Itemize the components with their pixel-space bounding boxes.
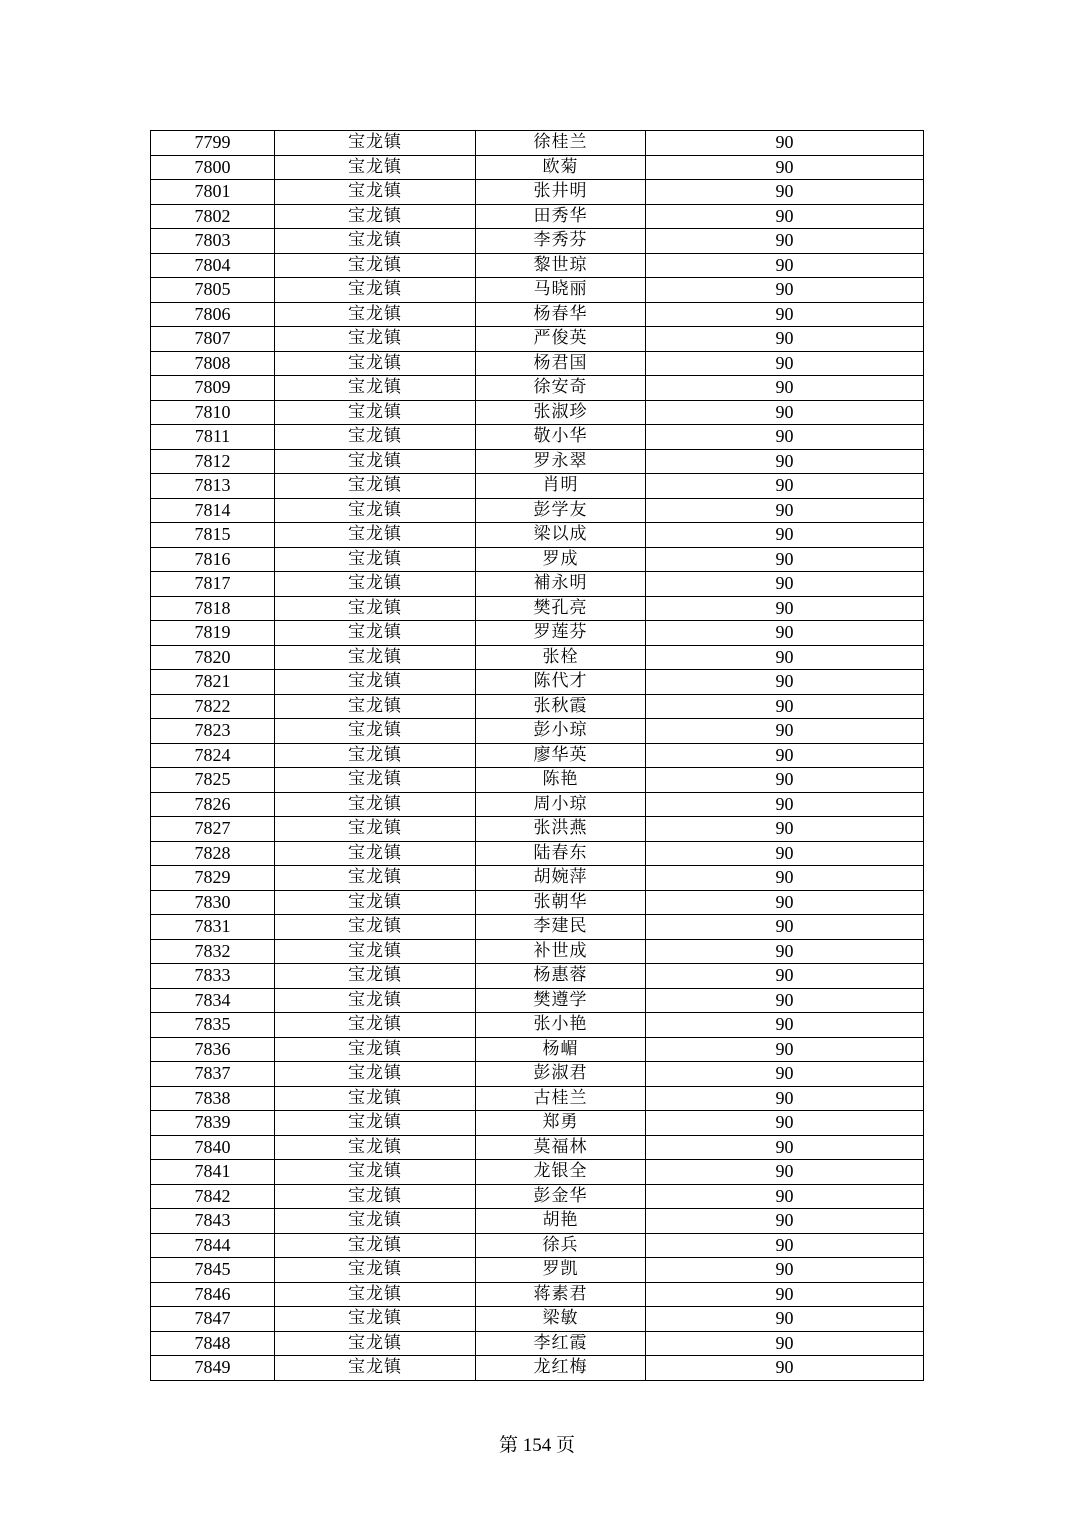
- row-number-cell: 7841: [151, 1160, 275, 1185]
- score-cell: 90: [646, 376, 924, 401]
- table-row: [151, 1135, 924, 1160]
- row-number-cell: 7818: [151, 596, 275, 621]
- name-cell: 彭小琼: [476, 719, 646, 744]
- table-row: [151, 204, 924, 229]
- table-row: [151, 768, 924, 793]
- row-number-cell: 7842: [151, 1184, 275, 1209]
- name-cell: 補永明: [476, 572, 646, 597]
- town-cell: 宝龙镇: [275, 1307, 476, 1332]
- score-cell: 90: [646, 523, 924, 548]
- score-cell: 90: [646, 547, 924, 572]
- name-cell: 胡婉萍: [476, 866, 646, 891]
- table-row: [151, 645, 924, 670]
- score-cell: 90: [646, 915, 924, 940]
- name-cell: 徐桂兰: [476, 131, 646, 156]
- table-row: [151, 1037, 924, 1062]
- table-row: [151, 229, 924, 254]
- score-cell: 90: [646, 1233, 924, 1258]
- town-cell: 宝龙镇: [275, 915, 476, 940]
- town-cell: 宝龙镇: [275, 670, 476, 695]
- row-number-cell: 7834: [151, 988, 275, 1013]
- town-cell: 宝龙镇: [275, 1356, 476, 1381]
- score-cell: 90: [646, 1258, 924, 1283]
- table-row: [151, 449, 924, 474]
- table-row: [151, 792, 924, 817]
- score-cell: 90: [646, 792, 924, 817]
- town-cell: 宝龙镇: [275, 743, 476, 768]
- row-number-cell: 7846: [151, 1282, 275, 1307]
- score-cell: 90: [646, 302, 924, 327]
- name-cell: 陈艳: [476, 768, 646, 793]
- score-cell: 90: [646, 817, 924, 842]
- score-cell: 90: [646, 1331, 924, 1356]
- town-cell: 宝龙镇: [275, 547, 476, 572]
- row-number-cell: 7814: [151, 498, 275, 523]
- town-cell: 宝龙镇: [275, 204, 476, 229]
- row-number-cell: 7813: [151, 474, 275, 499]
- score-cell: 90: [646, 1086, 924, 1111]
- score-cell: 90: [646, 278, 924, 303]
- table-row: [151, 1233, 924, 1258]
- town-cell: 宝龙镇: [275, 621, 476, 646]
- row-number-cell: 7804: [151, 253, 275, 278]
- table-row: [151, 1184, 924, 1209]
- table-row: [151, 302, 924, 327]
- score-cell: 90: [646, 180, 924, 205]
- score-cell: 90: [646, 719, 924, 744]
- town-cell: 宝龙镇: [275, 180, 476, 205]
- score-cell: 90: [646, 645, 924, 670]
- town-cell: 宝龙镇: [275, 1111, 476, 1136]
- name-cell: 李建民: [476, 915, 646, 940]
- town-cell: 宝龙镇: [275, 866, 476, 891]
- table-row: [151, 841, 924, 866]
- name-cell: 陆春东: [476, 841, 646, 866]
- score-cell: 90: [646, 572, 924, 597]
- row-number-cell: 7806: [151, 302, 275, 327]
- name-cell: 李秀芬: [476, 229, 646, 254]
- name-cell: 罗凯: [476, 1258, 646, 1283]
- score-cell: 90: [646, 1111, 924, 1136]
- name-cell: 杨嵋: [476, 1037, 646, 1062]
- score-cell: 90: [646, 988, 924, 1013]
- table-row: [151, 890, 924, 915]
- row-number-cell: 7828: [151, 841, 275, 866]
- name-cell: 龙银全: [476, 1160, 646, 1185]
- row-number-cell: 7848: [151, 1331, 275, 1356]
- town-cell: 宝龙镇: [275, 792, 476, 817]
- row-number-cell: 7823: [151, 719, 275, 744]
- score-cell: 90: [646, 449, 924, 474]
- town-cell: 宝龙镇: [275, 768, 476, 793]
- table-row: [151, 1307, 924, 1332]
- name-cell: 梁敏: [476, 1307, 646, 1332]
- table-row: [151, 694, 924, 719]
- name-cell: 严俊英: [476, 327, 646, 352]
- row-number-cell: 7835: [151, 1013, 275, 1038]
- row-number-cell: 7816: [151, 547, 275, 572]
- row-number-cell: 7840: [151, 1135, 275, 1160]
- row-number-cell: 7821: [151, 670, 275, 695]
- name-cell: 蒋素君: [476, 1282, 646, 1307]
- town-cell: 宝龙镇: [275, 474, 476, 499]
- row-number-cell: 7822: [151, 694, 275, 719]
- town-cell: 宝龙镇: [275, 1160, 476, 1185]
- name-cell: 李红霞: [476, 1331, 646, 1356]
- name-cell: 莫福林: [476, 1135, 646, 1160]
- name-cell: 徐安奇: [476, 376, 646, 401]
- table-row: [151, 547, 924, 572]
- name-cell: 徐兵: [476, 1233, 646, 1258]
- score-cell: 90: [646, 890, 924, 915]
- row-number-cell: 7833: [151, 964, 275, 989]
- town-cell: 宝龙镇: [275, 131, 476, 156]
- town-cell: 宝龙镇: [275, 376, 476, 401]
- table-row: [151, 1209, 924, 1234]
- table-row: [151, 670, 924, 695]
- name-cell: 黎世琼: [476, 253, 646, 278]
- score-cell: 90: [646, 621, 924, 646]
- name-cell: 龙红梅: [476, 1356, 646, 1381]
- town-cell: 宝龙镇: [275, 719, 476, 744]
- name-cell: 罗莲芬: [476, 621, 646, 646]
- name-cell: 张朝华: [476, 890, 646, 915]
- table-row: [151, 327, 924, 352]
- row-number-cell: 7839: [151, 1111, 275, 1136]
- town-cell: 宝龙镇: [275, 327, 476, 352]
- town-cell: 宝龙镇: [275, 1331, 476, 1356]
- table-row: [151, 1062, 924, 1087]
- town-cell: 宝龙镇: [275, 1184, 476, 1209]
- table-row: [151, 131, 924, 156]
- table-row: [151, 425, 924, 450]
- row-number-cell: 7812: [151, 449, 275, 474]
- score-cell: 90: [646, 694, 924, 719]
- row-number-cell: 7831: [151, 915, 275, 940]
- town-cell: 宝龙镇: [275, 351, 476, 376]
- town-cell: 宝龙镇: [275, 964, 476, 989]
- row-number-cell: 7801: [151, 180, 275, 205]
- score-cell: 90: [646, 1356, 924, 1381]
- row-number-cell: 7807: [151, 327, 275, 352]
- score-cell: 90: [646, 351, 924, 376]
- table-row: [151, 1111, 924, 1136]
- table-row: [151, 1282, 924, 1307]
- row-number-cell: 7844: [151, 1233, 275, 1258]
- table-row: [151, 1258, 924, 1283]
- table-row: [151, 400, 924, 425]
- name-cell: 郑勇: [476, 1111, 646, 1136]
- score-cell: 90: [646, 743, 924, 768]
- name-cell: 古桂兰: [476, 1086, 646, 1111]
- row-number-cell: 7827: [151, 817, 275, 842]
- row-number-cell: 7836: [151, 1037, 275, 1062]
- town-cell: 宝龙镇: [275, 229, 476, 254]
- town-cell: 宝龙镇: [275, 1233, 476, 1258]
- town-cell: 宝龙镇: [275, 1086, 476, 1111]
- score-cell: 90: [646, 768, 924, 793]
- name-cell: 廖华英: [476, 743, 646, 768]
- table-row: [151, 817, 924, 842]
- name-cell: 张井明: [476, 180, 646, 205]
- row-number-cell: 7838: [151, 1086, 275, 1111]
- row-number-cell: 7805: [151, 278, 275, 303]
- town-cell: 宝龙镇: [275, 572, 476, 597]
- score-cell: 90: [646, 155, 924, 180]
- town-cell: 宝龙镇: [275, 817, 476, 842]
- town-cell: 宝龙镇: [275, 400, 476, 425]
- town-cell: 宝龙镇: [275, 253, 476, 278]
- town-cell: 宝龙镇: [275, 1135, 476, 1160]
- name-cell: 周小琼: [476, 792, 646, 817]
- name-cell: 梁以成: [476, 523, 646, 548]
- name-cell: 张栓: [476, 645, 646, 670]
- name-cell: 欧菊: [476, 155, 646, 180]
- score-cell: 90: [646, 229, 924, 254]
- row-number-cell: 7832: [151, 939, 275, 964]
- town-cell: 宝龙镇: [275, 694, 476, 719]
- name-cell: 田秀华: [476, 204, 646, 229]
- row-number-cell: 7847: [151, 1307, 275, 1332]
- table-row: [151, 1331, 924, 1356]
- table-body: [151, 131, 924, 1381]
- name-cell: 罗成: [476, 547, 646, 572]
- row-number-cell: 7819: [151, 621, 275, 646]
- table-row: [151, 988, 924, 1013]
- row-number-cell: 7837: [151, 1062, 275, 1087]
- score-cell: 90: [646, 1184, 924, 1209]
- town-cell: 宝龙镇: [275, 278, 476, 303]
- name-cell: 张淑珍: [476, 400, 646, 425]
- town-cell: 宝龙镇: [275, 1037, 476, 1062]
- score-cell: 90: [646, 400, 924, 425]
- name-cell: 樊遵学: [476, 988, 646, 1013]
- name-cell: 杨惠蓉: [476, 964, 646, 989]
- row-number-cell: 7802: [151, 204, 275, 229]
- name-cell: 杨春华: [476, 302, 646, 327]
- town-cell: 宝龙镇: [275, 449, 476, 474]
- town-cell: 宝龙镇: [275, 1013, 476, 1038]
- row-number-cell: 7799: [151, 131, 275, 156]
- score-cell: 90: [646, 1135, 924, 1160]
- row-number-cell: 7803: [151, 229, 275, 254]
- town-cell: 宝龙镇: [275, 155, 476, 180]
- row-number-cell: 7811: [151, 425, 275, 450]
- row-number-cell: 7830: [151, 890, 275, 915]
- score-cell: 90: [646, 253, 924, 278]
- score-cell: 90: [646, 866, 924, 891]
- row-number-cell: 7808: [151, 351, 275, 376]
- score-cell: 90: [646, 1062, 924, 1087]
- table-row: [151, 498, 924, 523]
- table-row: [151, 1086, 924, 1111]
- row-number-cell: 7825: [151, 768, 275, 793]
- town-cell: 宝龙镇: [275, 523, 476, 548]
- score-cell: 90: [646, 1209, 924, 1234]
- name-cell: 樊孔亮: [476, 596, 646, 621]
- town-cell: 宝龙镇: [275, 596, 476, 621]
- town-cell: 宝龙镇: [275, 302, 476, 327]
- name-cell: 彭学友: [476, 498, 646, 523]
- page-number: 第 154 页: [498, 1435, 575, 1456]
- table-row: [151, 351, 924, 376]
- row-number-cell: 7829: [151, 866, 275, 891]
- name-cell: 敬小华: [476, 425, 646, 450]
- table-row: [151, 743, 924, 768]
- score-cell: 90: [646, 670, 924, 695]
- table-row: [151, 939, 924, 964]
- table-row: [151, 915, 924, 940]
- table-row: [151, 523, 924, 548]
- name-cell: 张洪燕: [476, 817, 646, 842]
- score-cell: 90: [646, 964, 924, 989]
- row-number-cell: 7810: [151, 400, 275, 425]
- table-row: [151, 964, 924, 989]
- table-row: [151, 474, 924, 499]
- town-cell: 宝龙镇: [275, 1258, 476, 1283]
- score-cell: 90: [646, 474, 924, 499]
- table-row: [151, 1160, 924, 1185]
- row-number-cell: 7815: [151, 523, 275, 548]
- score-cell: 90: [646, 1013, 924, 1038]
- town-cell: 宝龙镇: [275, 1062, 476, 1087]
- score-cell: 90: [646, 1282, 924, 1307]
- town-cell: 宝龙镇: [275, 1209, 476, 1234]
- name-cell: 彭金华: [476, 1184, 646, 1209]
- name-cell: 补世成: [476, 939, 646, 964]
- town-cell: 宝龙镇: [275, 841, 476, 866]
- table-row: [151, 866, 924, 891]
- score-cell: 90: [646, 841, 924, 866]
- row-number-cell: 7845: [151, 1258, 275, 1283]
- town-cell: 宝龙镇: [275, 498, 476, 523]
- row-number-cell: 7826: [151, 792, 275, 817]
- name-cell: 张秋霞: [476, 694, 646, 719]
- score-cell: 90: [646, 939, 924, 964]
- name-cell: 肖明: [476, 474, 646, 499]
- name-cell: 胡艳: [476, 1209, 646, 1234]
- town-cell: 宝龙镇: [275, 939, 476, 964]
- table-row: [151, 596, 924, 621]
- row-number-cell: 7809: [151, 376, 275, 401]
- score-cell: 90: [646, 498, 924, 523]
- score-cell: 90: [646, 204, 924, 229]
- town-cell: 宝龙镇: [275, 425, 476, 450]
- score-cell: 90: [646, 1037, 924, 1062]
- table-row: [151, 572, 924, 597]
- name-cell: 马晓丽: [476, 278, 646, 303]
- name-cell: 彭淑君: [476, 1062, 646, 1087]
- table-row: [151, 719, 924, 744]
- row-number-cell: 7824: [151, 743, 275, 768]
- town-cell: 宝龙镇: [275, 890, 476, 915]
- name-cell: 张小艳: [476, 1013, 646, 1038]
- table-row: [151, 278, 924, 303]
- data-table: [150, 130, 924, 1381]
- score-cell: 90: [646, 425, 924, 450]
- table-row: [151, 376, 924, 401]
- name-cell: 陈代才: [476, 670, 646, 695]
- score-cell: 90: [646, 596, 924, 621]
- town-cell: 宝龙镇: [275, 645, 476, 670]
- score-cell: 90: [646, 1160, 924, 1185]
- name-cell: 杨君国: [476, 351, 646, 376]
- name-cell: 罗永翠: [476, 449, 646, 474]
- score-cell: 90: [646, 131, 924, 156]
- table-row: [151, 1356, 924, 1381]
- row-number-cell: 7800: [151, 155, 275, 180]
- table-row: [151, 1013, 924, 1038]
- row-number-cell: 7843: [151, 1209, 275, 1234]
- row-number-cell: 7849: [151, 1356, 275, 1381]
- table-row: [151, 155, 924, 180]
- score-cell: 90: [646, 327, 924, 352]
- town-cell: 宝龙镇: [275, 1282, 476, 1307]
- table-row: [151, 180, 924, 205]
- row-number-cell: 7820: [151, 645, 275, 670]
- table-row: [151, 253, 924, 278]
- row-number-cell: 7817: [151, 572, 275, 597]
- score-cell: 90: [646, 1307, 924, 1332]
- town-cell: 宝龙镇: [275, 988, 476, 1013]
- table-row: [151, 621, 924, 646]
